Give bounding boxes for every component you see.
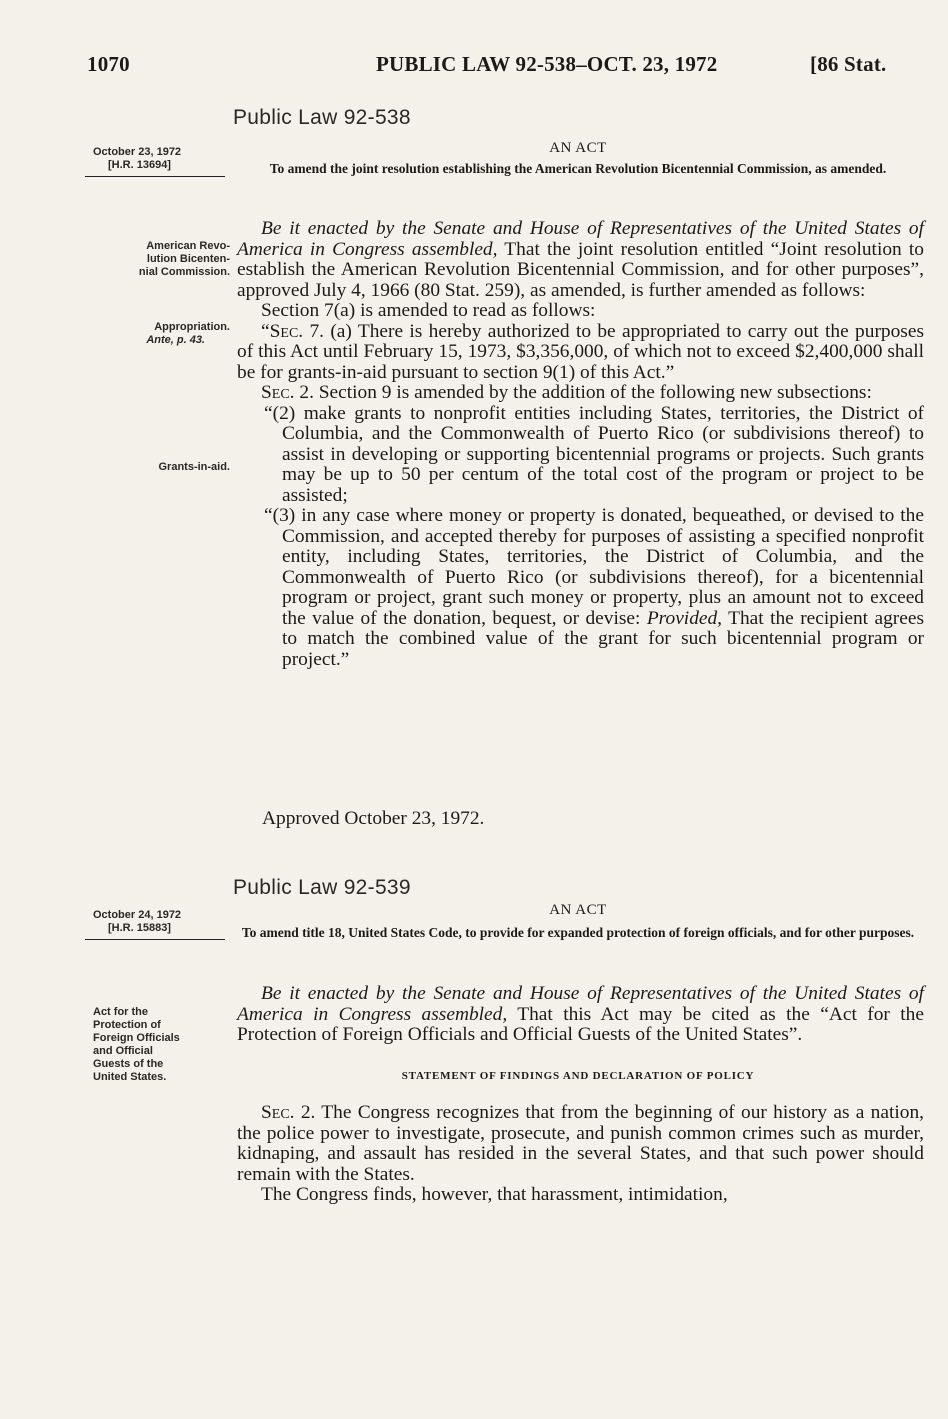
enacting-clause-92-538: Be it enacted by the Senate and House of Representatives of the United States of America in Congress assembled, That the joint resolution entitled “Joint resolution to establish the American Revolution Bicentennial Commission, and for other purposes”, approved July 4, 1966 (80 Stat. 259), as amended, is further amended as follows:: [237, 218, 924, 301]
running-title: PUBLIC LAW 92-538–OCT. 23, 1972: [376, 52, 718, 76]
approved-date-92-538: Approved October 23, 1972.: [262, 808, 485, 829]
section-7-intro: Section 7(a) is amended to read as follows:: [261, 300, 596, 321]
margin-note-foreign-officials: Act for the Protection of Foreign Officials and Official Guests of the United States.: [93, 1006, 180, 1083]
law-title-92-538: Public Law 92-538: [233, 106, 411, 129]
subsection-2: “(2) make grants to nonprofit entities including States, territories, the District of Columbia, and the Commonwealth of Puerto Rico (or subdivisions thereof) to assist in developing or supporting bicentennial programs or projects. Such grants may be up to 50 per centum of the total cost of the program or project to be assisted;: [264, 402, 924, 506]
margin-bill-92-538: [H.R. 13694]: [108, 159, 171, 171]
section-2-text-92-538: Sec. 2. Section 9 is amended by the addition of the following new subsections:: [261, 382, 872, 403]
margin-rule: [85, 939, 225, 940]
margin-note-ante: Ante, p. 43.: [146, 334, 205, 346]
running-head: [0, 52, 948, 82]
margin-note-grants: Grants-in-aid.: [158, 461, 230, 473]
subsection-3: “(3) in any case where money or property is donated, bequeathed, or devised to the Commission, and accepted thereby for purposes of assisting a specified nonprofit entity, including States, territories, the District of Columbia, and the Commonwealth of Puerto Rico (or subdivisions thereof), for a bicentennial program or project, grant such money or property, plus an amount not to exceed the value of the donation, bequest, or devise: Provided, That the recipient agrees to match the combined value of the grant for such bicentennial program or project.”: [264, 505, 924, 670]
page-number: 1070: [87, 52, 130, 76]
findings-heading: STATEMENT OF FINDINGS AND DECLARATION OF POLICY: [401, 1070, 755, 1082]
act-heading-92-539: AN ACT: [549, 902, 607, 918]
law1-body: [237, 219, 924, 670]
volume-reference: [86 Stat.: [810, 52, 887, 76]
law2-enacting-block: [237, 984, 924, 1046]
law-title-92-539: Public Law 92-539: [233, 876, 411, 899]
margin-date-92-538: October 23, 1972: [93, 146, 182, 158]
act-heading-92-538: AN ACT: [549, 140, 607, 156]
enacting-clause-92-539: Be it enacted by the Senate and House of Representatives of the United States of America in Congress assembled, That this Act may be cited as the “Act for the Protection of Foreign Officials and Official Guests of the United States”.: [237, 983, 924, 1045]
margin-note-commission: American Revo- lution Bicenten- nial Commission.: [138, 240, 230, 278]
findings-paragraph: The Congress finds, however, that harassment, intimidation,: [261, 1184, 728, 1205]
section-2-text-92-539: Sec. 2. The Congress recognizes that from the beginning of our history as a nation, the police power to investigate, prosecute, and punish common crimes such as murder, kidnaping, and assault has resided in the several States, and that such power should remain with the States.: [237, 1102, 924, 1185]
margin-date-92-539: October 24, 1972: [93, 909, 182, 921]
act-subtitle-92-538: To amend the joint resolution establishing the American Revolution Bicentennial Commission, as amended.: [269, 161, 887, 176]
margin-note-appropriation: Appropriation.: [154, 321, 230, 333]
margin-bill-92-539: [H.R. 15883]: [108, 922, 171, 934]
law2-body: [237, 1103, 924, 1206]
margin-rule: [85, 176, 225, 177]
section-7-text: “Sec. 7. (a) There is hereby authorized to be appropriated to carry out the purposes of this Act until February 15, 1973, $3,356,000, of which not to exceed $2,400,000 shall be for grants-in-aid pursuant to section 9(1) of this Act.”: [237, 320, 924, 383]
act-subtitle-92-539: To amend title 18, United States Code, to provide for expanded protection of foreign officials, and for other purposes.: [241, 925, 915, 940]
